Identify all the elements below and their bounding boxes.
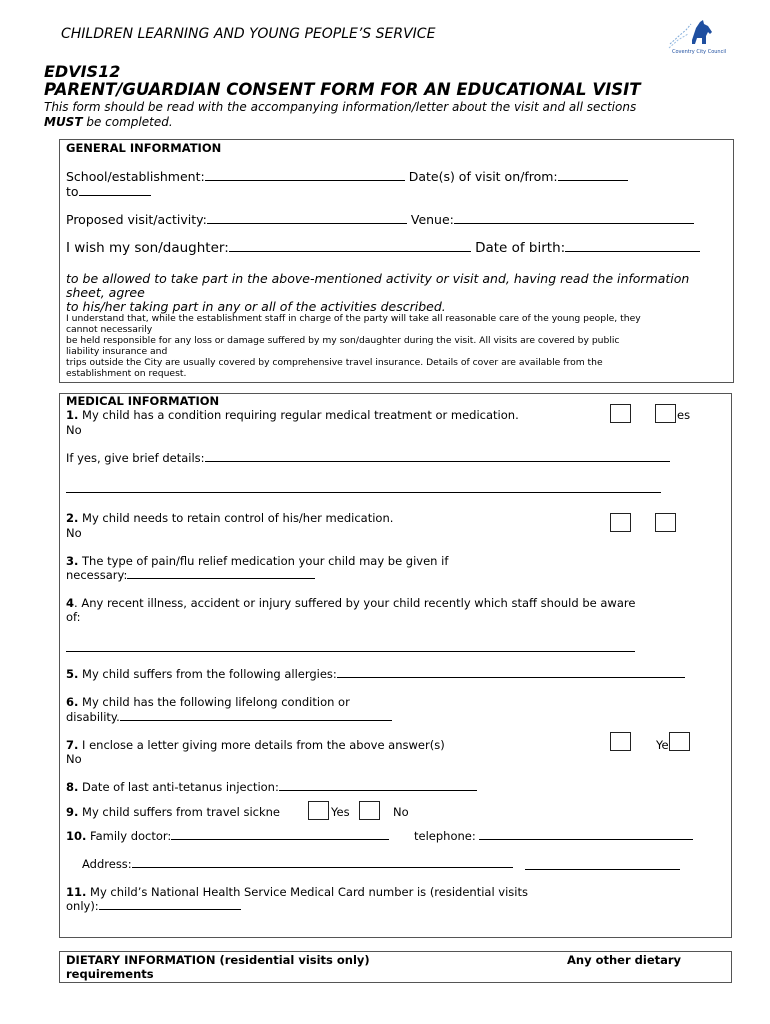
proposed-row: [66, 212, 694, 227]
q10-number: 10.: [66, 829, 87, 843]
q2-checkbox-2[interactable]: [655, 513, 676, 532]
q8-label: Date of last anti-tetanus injection:: [78, 780, 279, 794]
form-title: PARENT/GUARDIAN CONSENT FORM FOR AN EDUCATIONAL VISIT: [44, 80, 641, 99]
q1-number: 1.: [66, 408, 79, 422]
q8-number: 8.: [66, 780, 79, 794]
telephone-label: telephone:: [414, 829, 476, 843]
school-field[interactable]: [205, 179, 405, 181]
intro-text-line2: [44, 115, 173, 129]
dates-field[interactable]: [558, 179, 628, 181]
wish-field[interactable]: [229, 250, 471, 252]
logo-text: Coventry City Council: [672, 49, 727, 55]
q6-label: My child has the following lifelong condition or: [78, 695, 350, 709]
q9-text: [66, 805, 280, 819]
q7-checkbox-1[interactable]: [610, 732, 631, 751]
q1-label: My child has a condition requiring regular medical treatment or medication.: [78, 408, 519, 422]
intro-completion: be completed.: [82, 115, 173, 129]
q9-number: 9.: [66, 805, 79, 819]
ifyes-field-2[interactable]: [66, 492, 661, 493]
to-field[interactable]: [79, 194, 151, 196]
dietary-other: Any other dietary: [567, 953, 682, 967]
q6-text: [66, 695, 350, 709]
allowed-line3: to his/her taking part in any or all of the activities described.: [66, 299, 446, 314]
address-field[interactable]: [132, 866, 513, 868]
proposed-label: Proposed visit/activity:: [66, 212, 207, 227]
q3-label2: necessary:: [66, 568, 128, 582]
dob-label: Date of birth:: [475, 240, 566, 256]
q7-yes-checkbox[interactable]: [669, 732, 690, 751]
q11-text: [66, 885, 528, 899]
telephone-row: [414, 829, 693, 843]
insurance-text: [66, 313, 641, 379]
q9-yes-label: Yes: [331, 805, 350, 819]
insurance-line2: cannot necessarily: [66, 324, 153, 335]
q9-yes-checkbox[interactable]: [308, 801, 329, 820]
intro-text-line1: This form should be read with the accompanying information/letter about the visit and all sections: [44, 100, 637, 114]
q4-text: [66, 596, 635, 610]
q9-label: My child suffers from travel sickne: [78, 805, 280, 819]
q2-label: My child needs to retain control of his/her medication.: [78, 511, 394, 525]
dates-label: Date(s) of visit on/from:: [408, 169, 558, 184]
q5-row: [66, 667, 685, 681]
q6-number: 6.: [66, 695, 79, 709]
q7-label: I enclose a letter giving more details from the above answer(s): [78, 738, 445, 752]
q4-label: . Any recent illness, accident or injury suffered by your child recently which staff should be aware: [74, 596, 636, 610]
q7-no-label: No: [66, 752, 82, 766]
proposed-field[interactable]: [207, 222, 407, 224]
q4-number: 4: [66, 596, 75, 610]
q3-label: The type of pain/flu relief medication your child may be given if: [78, 554, 449, 568]
ifyes-field[interactable]: [205, 460, 670, 462]
q1-no-label: No: [66, 423, 82, 437]
q1-yes-checkbox[interactable]: [655, 404, 676, 423]
medical-heading: MEDICAL INFORMATION: [66, 394, 220, 408]
q3-row2: [66, 568, 315, 582]
q11-label: My child’s National Health Service Medical Card number is (residential visits: [86, 885, 528, 899]
to-label: to: [66, 184, 79, 199]
q7-text: [66, 738, 445, 752]
venue-label: Venue:: [410, 212, 454, 227]
q1-text: [66, 408, 519, 422]
wish-label: I wish my son/daughter:: [66, 240, 229, 256]
q3-field[interactable]: [127, 577, 315, 579]
q8-field[interactable]: [279, 789, 477, 791]
q6-row2: [66, 710, 392, 724]
school-label: School/establishment:: [66, 169, 205, 184]
ifyes-row: [66, 451, 670, 465]
q2-no-label: No: [66, 526, 82, 540]
q2-checkbox-1[interactable]: [610, 513, 631, 532]
q10-row: [66, 829, 389, 843]
allowed-line1: to be allowed to take part in the above-mentioned activity or visit and, having read the information: [66, 271, 690, 286]
q11-number: 11.: [66, 885, 87, 899]
insurance-line1: I understand that, while the establishment staff in charge of the party will take all reasonable care of the young people, they: [66, 313, 641, 324]
insurance-line6: establishment on request.: [66, 368, 187, 379]
q3-text: [66, 554, 448, 568]
address-row: [82, 857, 513, 871]
general-heading: GENERAL INFORMATION: [66, 141, 222, 155]
venue-field[interactable]: [454, 222, 694, 224]
dob-field[interactable]: [565, 250, 700, 252]
q11-label2: only):: [66, 899, 99, 913]
q6-field[interactable]: [120, 719, 392, 721]
q1-yes-label: es: [677, 408, 691, 422]
insurance-line5: trips outside the City are usually covered by comprehensive travel insurance. Details of cover are available from the: [66, 357, 603, 368]
allowed-line2: sheet, agree: [66, 285, 145, 300]
q11-row2: [66, 899, 241, 913]
dietary-requirements: requirements: [66, 967, 154, 981]
dietary-heading: DIETARY INFORMATION (residential visits only): [66, 953, 370, 967]
q7-yes-label: Ye: [656, 738, 669, 752]
to-row: [66, 184, 151, 199]
must-emphasis: MUST: [44, 115, 83, 129]
school-row: [66, 169, 628, 184]
insurance-line4: liability insurance and: [66, 346, 168, 357]
ifyes-label: If yes, give brief details:: [66, 451, 205, 465]
q2-text: [66, 511, 393, 525]
form-code: EDVIS12: [44, 62, 121, 81]
q5-number: 5.: [66, 667, 79, 681]
department-title: CHILDREN LEARNING AND YOUNG PEOPLE’S SERVICE: [61, 26, 436, 42]
q5-label: My child suffers from the following allergies:: [78, 667, 337, 681]
q9-no-checkbox[interactable]: [359, 801, 380, 820]
q4-field[interactable]: [66, 651, 635, 652]
q2-number: 2.: [66, 511, 79, 525]
address-label: Address:: [82, 857, 132, 871]
q3-number: 3.: [66, 554, 79, 568]
q9-no-label: No: [393, 805, 409, 819]
doctor-field[interactable]: [171, 838, 389, 840]
q5-field[interactable]: [337, 676, 685, 678]
q7-number: 7.: [66, 738, 79, 752]
address-field-2[interactable]: [525, 869, 680, 870]
q6-label2: disability.: [66, 710, 120, 724]
q1-checkbox-1[interactable]: [610, 404, 631, 423]
wish-row: [66, 240, 700, 256]
q8-row: [66, 780, 477, 794]
telephone-field[interactable]: [479, 838, 693, 840]
insurance-line3: be held responsible for any loss or damage suffered by my son/daughter during the visit. All visits are covered by public: [66, 335, 620, 346]
q10-label: Family doctor:: [86, 829, 172, 843]
q4-label2: of:: [66, 610, 81, 624]
nhs-number-field[interactable]: [99, 908, 241, 910]
